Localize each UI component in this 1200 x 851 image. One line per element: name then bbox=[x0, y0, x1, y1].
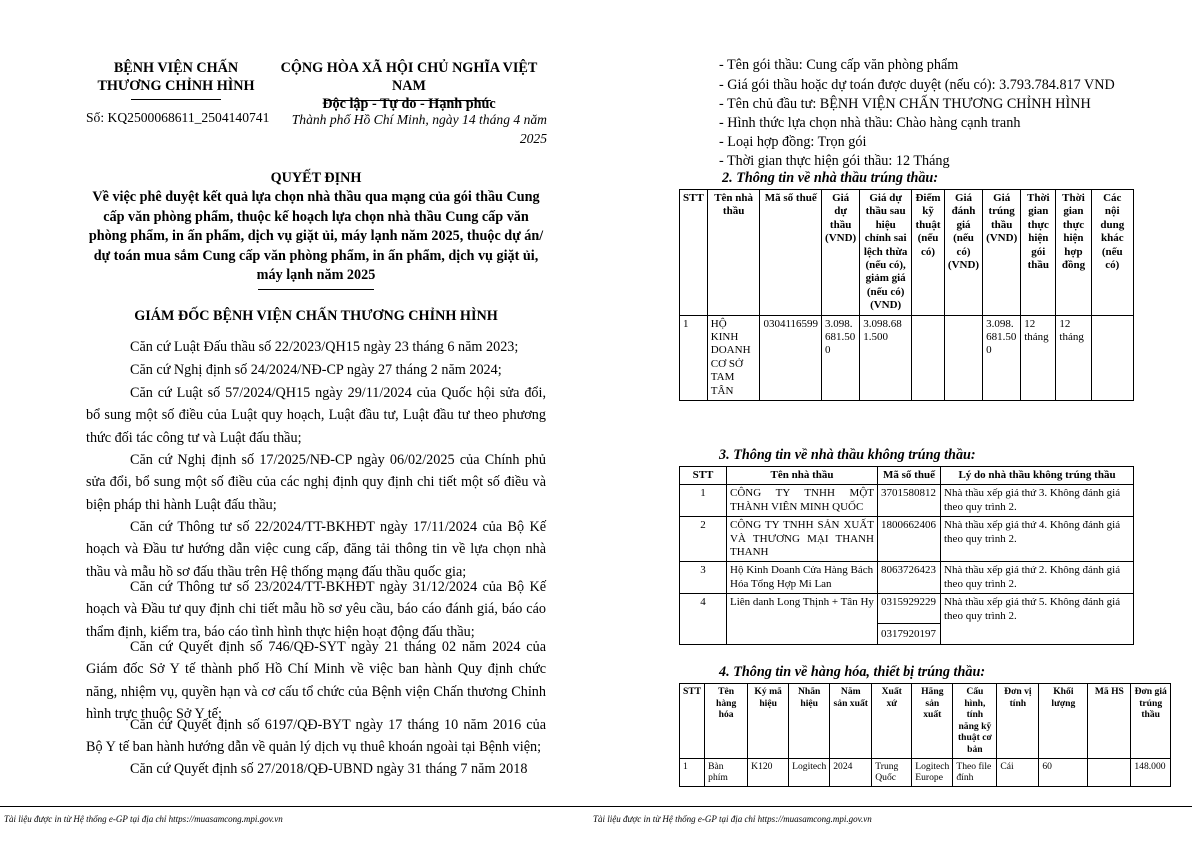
basis-paragraph: Căn cứ Thông tư số 22/2024/TT-BKHĐT ngày 17/11/2024 của Bộ Kế hoạch và Đầu tư hướng dẫn việc cung cấp, đăng tải thông tin về lựa chọn nhà thầu và mẫu hồ sơ đấu thầu trên Hệ thống mạng đấu thầu quốc gia; bbox=[86, 519, 546, 580]
table-row bbox=[680, 758, 1171, 786]
table-row bbox=[680, 485, 1134, 517]
cell-bidder-name: CÔNG TY TNHH SẢN XUẤT VÀ THƯƠNG MẠI THANH THANH bbox=[727, 517, 878, 562]
basis-paragraph: Căn cứ Luật Đấu thầu số 22/2023/QH15 ngày 23 tháng 6 năm 2023; bbox=[130, 339, 519, 355]
cell-reason: Nhà thầu xếp giá thứ 2. Không đánh giá theo quy trình 2. bbox=[941, 562, 1134, 594]
cell-stt: 1 bbox=[680, 758, 705, 786]
goods-table bbox=[679, 683, 1171, 787]
cell-hs-code bbox=[1088, 758, 1131, 786]
subject-line: dự toán mua sắm Cung cấp văn phòng phẩm, in ấn phẩm, dịch vụ giặt ủi, bbox=[93, 247, 539, 264]
basis-paragraph: Căn cứ Luật số 57/2024/QH15 ngày 29/11/2024 của Quốc hội sửa đổi, bổ sung một số điều của Luật quy hoạch, Luật đầu tư, Luật đầu tư theo phương thức đối tác công tư và Luật đấu thầu; bbox=[86, 385, 546, 446]
place-date bbox=[270, 110, 547, 148]
cell-origin: Trung Quốc bbox=[872, 758, 912, 786]
package-info-line: - Hình thức lựa chọn nhà thầu: Chào hàng cạnh tranh bbox=[719, 115, 1021, 131]
table-row bbox=[680, 594, 1134, 644]
column-header: Các nội dung khác (nếu có) bbox=[1091, 190, 1133, 316]
column-header: Mã số thuế bbox=[878, 467, 941, 485]
package-info-line: - Loại hợp đồng: Trọn gói bbox=[719, 134, 867, 150]
cell-stt: 4 bbox=[680, 594, 727, 644]
cell-tax-code: 0315929229 bbox=[878, 594, 940, 624]
column-header: Điểm kỹ thuật (nếu có) bbox=[912, 190, 945, 316]
cell-other bbox=[1091, 315, 1133, 400]
subject-line: cấp văn phòng phẩm, thuộc kế hoạch lựa chọn nhà thầu Cung cấp văn bbox=[103, 208, 529, 225]
table-header-row bbox=[680, 467, 1134, 485]
column-header: Tên nhà thầu bbox=[727, 467, 878, 485]
org-line-2: THƯƠNG CHỈNH HÌNH bbox=[97, 78, 255, 94]
cell-winning-price: 3.098.681.500 bbox=[983, 315, 1021, 400]
losing-bidders-table bbox=[679, 466, 1134, 645]
column-header: Tên hàng hóa bbox=[705, 684, 748, 759]
column-header: Ký mã hiệu bbox=[748, 684, 789, 759]
subject-line: Về việc phê duyệt kết quả lựa chọn nhà thầu qua mạng của gói thầu Cung bbox=[92, 189, 540, 205]
cell-bidder-name: HỘ KINH DOANH CƠ SỞ TAM TÂN bbox=[707, 315, 760, 400]
column-header: Giá đánh giá (nếu có) (VND) bbox=[944, 190, 982, 316]
place-date-line-2: 2025 bbox=[519, 131, 547, 146]
cell-goods-name: Bàn phím bbox=[705, 758, 748, 786]
column-header: Đơn vị tính bbox=[997, 684, 1039, 759]
cell-adjusted-price: 3.098.681.500 bbox=[860, 315, 912, 400]
cell-package-duration: 12 tháng bbox=[1021, 315, 1056, 400]
column-header: Mã số thuế bbox=[760, 190, 822, 316]
column-header: STT bbox=[680, 190, 708, 316]
table-row bbox=[680, 517, 1134, 562]
republic-title: CỘNG HÒA XÃ HỘI CHỦ NGHĨA VIỆT NAM bbox=[280, 60, 538, 94]
cell-bidder-name: Liên danh Long Thịnh + Tân Hy bbox=[727, 594, 878, 644]
footer-left: Tài liệu được in từ Hệ thống e-GP tại địa chỉ https://muasamcong.mpi.gov.vn bbox=[4, 814, 283, 824]
basis-paragraph: Căn cứ Nghị định số 24/2024/NĐ-CP ngày 27 tháng 2 năm 2024; bbox=[130, 362, 502, 378]
cell-specs: Theo file đính bbox=[953, 758, 997, 786]
package-info-line: - Tên chủ đầu tư: BỆNH VIỆN CHẤN THƯƠNG CHỈNH HÌNH bbox=[719, 96, 1091, 112]
table-header-row bbox=[680, 684, 1171, 759]
decision-subject bbox=[80, 188, 552, 286]
cell-stt: 1 bbox=[680, 485, 727, 517]
cell-bidder-name: CÔNG TY TNHH MỘT THÀNH VIÊN MINH QUỐC bbox=[727, 485, 878, 517]
cell-reason: Nhà thầu xếp giá thứ 5. Không đánh giá theo quy trình 2. bbox=[941, 594, 1134, 644]
cell-stt: 2 bbox=[680, 517, 727, 562]
cell-model-code: K120 bbox=[748, 758, 789, 786]
cell-year: 2024 bbox=[830, 758, 872, 786]
column-header: Năm sản xuất bbox=[830, 684, 872, 759]
motto-underline bbox=[325, 100, 491, 101]
cell-bidder-name: Hộ Kinh Doanh Cửa Hàng Bách Hóa Tổng Hợp Mi Lan bbox=[727, 562, 878, 594]
org-name bbox=[96, 59, 256, 95]
cell-tax-code: 8063726423 bbox=[878, 562, 941, 594]
org-underline bbox=[131, 99, 221, 100]
cell-bid-price: 3.098.681.500 bbox=[822, 315, 860, 400]
column-header: Xuất xứ bbox=[872, 684, 912, 759]
column-header: Giá dự thầu (VND) bbox=[822, 190, 860, 316]
column-header: STT bbox=[680, 467, 727, 485]
column-header: Giá trúng thầu (VND) bbox=[983, 190, 1021, 316]
subject-line: máy lạnh năm 2025 bbox=[256, 267, 376, 284]
column-header: Mã HS bbox=[1088, 684, 1131, 759]
decision-title: QUYẾT ĐỊNH bbox=[270, 170, 362, 186]
national-header bbox=[264, 59, 554, 113]
authority-title: GIÁM ĐỐC BỆNH VIỆN CHẤN THƯƠNG CHỈNH HÌNH bbox=[134, 308, 498, 324]
subject-line: phòng phẩm, in ấn phẩm, dịch vụ giặt ủi, máy lạnh năm 2025, thuộc dự án/ bbox=[88, 228, 544, 245]
column-header: Giá dự thầu sau hiệu chỉnh sai lệch thừa (nếu có), giảm giá (nếu có) (VND) bbox=[860, 190, 912, 316]
section-4-title: 4. Thông tin về hàng hóa, thiết bị trúng thầu: bbox=[719, 664, 986, 680]
column-header: Đơn giá trúng thầu bbox=[1131, 684, 1171, 759]
winning-bidder-table bbox=[679, 189, 1134, 401]
cell-unit-price: 148.000 bbox=[1131, 758, 1171, 786]
cell-evaluated-price bbox=[944, 315, 982, 400]
table-row bbox=[680, 315, 1134, 400]
package-info-line: - Giá gói thầu hoặc dự toán được duyệt (nếu có): 3.793.784.817 VND bbox=[719, 77, 1115, 93]
column-header: Thời gian thực hiện gói thầu bbox=[1021, 190, 1056, 316]
column-header: Hãng sản xuất bbox=[912, 684, 953, 759]
cell-tax-code: 0317920197 bbox=[881, 628, 936, 641]
package-info-line: - Tên gói thầu: Cung cấp văn phòng phẩm bbox=[719, 57, 959, 73]
cell-stt: 1 bbox=[680, 315, 708, 400]
column-header: Nhãn hiệu bbox=[789, 684, 830, 759]
column-header: Cấu hình, tính năng kỹ thuật cơ bản bbox=[953, 684, 997, 759]
footer-right: Tài liệu được in từ Hệ thống e-GP tại địa chỉ https://muasamcong.mpi.gov.vn bbox=[593, 814, 872, 824]
cell-quantity: 60 bbox=[1039, 758, 1088, 786]
motto: Độc lập - Tự do - Hạnh phúc bbox=[322, 96, 496, 112]
place-date-line-1: Thành phố Hồ Chí Minh, ngày 14 tháng 4 năm bbox=[291, 112, 547, 127]
cell-tax-code: 3701580812 bbox=[878, 485, 941, 517]
cell-manufacturer: Logitech Europe bbox=[912, 758, 953, 786]
section-3-title: 3. Thông tin về nhà thầu không trúng thầu: bbox=[719, 447, 976, 463]
cell-stt: 3 bbox=[680, 562, 727, 594]
column-header: Khối lượng bbox=[1039, 684, 1088, 759]
org-line-1: BỆNH VIỆN CHẤN bbox=[113, 60, 239, 76]
cell-tax-code: 1800662406 bbox=[878, 517, 941, 562]
basis-paragraph: Căn cứ Quyết định số 746/QĐ-SYT ngày 21 tháng 02 năm 2024 của Giám đốc Sở Y tế thành phố Hồ Chí Minh về việc ban hành Quy định chức năng, nhiệm vụ, quyền hạn và cơ cấu tổ chức của Bệnh viện Chấn thương Chỉnh hình trực thuộc Sở Y tế; bbox=[86, 639, 546, 723]
column-header: Lý do nhà thầu không trúng thầu bbox=[941, 467, 1134, 485]
cell-tax-code: 0304116599 bbox=[760, 315, 822, 400]
cell-reason: Nhà thầu xếp giá thứ 3. Không đánh giá theo quy trình 2. bbox=[941, 485, 1134, 517]
basis-paragraph: Căn cứ Nghị định số 17/2025/NĐ-CP ngày 06/02/2025 của Chính phủ sửa đổi, bổ sung một số điều của các nghị định quy định chi tiết một số điều và biện pháp thi hành Luật đấu thầu; bbox=[86, 452, 546, 513]
cell-reason: Nhà thầu xếp giá thứ 4. Không đánh giá theo quy trình 2. bbox=[941, 517, 1134, 562]
footer-rule bbox=[0, 806, 1192, 807]
table-header-row bbox=[680, 190, 1134, 316]
cell-unit: Cái bbox=[997, 758, 1039, 786]
basis-paragraph: Căn cứ Quyết định số 6197/QĐ-BYT ngày 17 tháng 10 năm 2016 của Bộ Y tế ban hành hướng dẫn về quản lý dịch vụ thuê khoán ngoài tại Bệnh viện; bbox=[86, 717, 546, 756]
column-header: Tên nhà thầu bbox=[707, 190, 760, 316]
column-header: STT bbox=[680, 684, 705, 759]
package-info-line: - Thời gian thực hiện gói thầu: 12 Tháng bbox=[719, 153, 950, 169]
section-2-title: 2. Thông tin về nhà thầu trúng thầu: bbox=[722, 170, 939, 186]
column-header: Thời gian thực hiện hợp đồng bbox=[1056, 190, 1091, 316]
basis-paragraph: Căn cứ Quyết định số 27/2018/QĐ-UBND ngày 31 tháng 7 năm 2018 bbox=[130, 761, 528, 777]
doc-number: Số: KQ2500068611_2504140741 bbox=[86, 110, 270, 125]
table-row bbox=[680, 562, 1134, 594]
cell-brand: Logitech bbox=[789, 758, 830, 786]
cell-technical-score bbox=[912, 315, 945, 400]
subject-underline bbox=[258, 289, 374, 290]
basis-paragraph: Căn cứ Thông tư số 23/2024/TT-BKHĐT ngày 31/12/2024 của Bộ Kế hoạch và Đầu tư quy định chi tiết mẫu hồ sơ yêu cầu, báo cáo đánh giá, báo cáo thẩm định, kiểm tra, báo cáo tình hình thực hiện hoạt động đấu thầu; bbox=[86, 579, 546, 640]
cell-tax-code-group bbox=[878, 594, 941, 644]
cell-contract-duration: 12 tháng bbox=[1056, 315, 1091, 400]
